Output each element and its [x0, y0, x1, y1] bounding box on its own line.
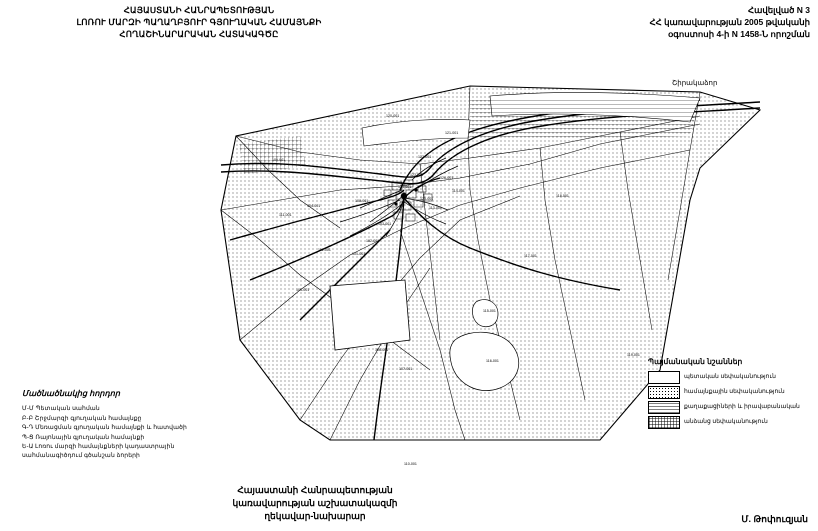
legend-symbol-row: Պ-Ց Ռայոնային գյուղական համայնքի: [22, 433, 145, 441]
swatch-legal-entity-property: [648, 416, 680, 429]
legend-symbol-row: Մ-Մ Պետական սահման: [22, 405, 100, 413]
parcel-label: 109-001: [272, 158, 286, 162]
legend-symbol-row: Ե-Ա Լոռու մարզի համայնքների կադաստրային: [22, 443, 175, 451]
header-left-line-1: ՀԱՅԱՍՏԱՆԻ ՀԱՆՐԱՊԵՏՈՒԹՅԱՆ: [123, 5, 275, 15]
parcel-label: 126-001: [440, 176, 454, 180]
parcel-label: 116-001: [486, 359, 499, 363]
header-left-block: [34, 4, 364, 40]
region-name-label: Շիրակաձոր: [672, 80, 718, 87]
parcel-label: 110-001: [404, 462, 417, 466]
parcel-label: 105-001: [296, 288, 310, 292]
swatch-state-property: [648, 371, 680, 384]
legend-symbol-row: սահմանագիծդում գծանշան ձորերի: [22, 452, 140, 460]
parcel-label: 115-001: [483, 309, 496, 313]
legend-category-row: [648, 386, 808, 399]
footer-signatory-title: [150, 484, 480, 523]
decree-line-2: օգոստոսի 4-ի N 1458-Ն որոշման: [668, 29, 810, 39]
footer-signature-name: Մ. Թոփուզյան: [741, 514, 808, 524]
parcel-label: 124-001: [398, 185, 412, 189]
parcel-label: 108-001: [355, 199, 369, 203]
parcel-label: 111-001: [279, 213, 292, 217]
legend-category-row: [648, 401, 808, 414]
legend-category-label: համայնքային սեփականություն: [684, 388, 785, 395]
footer-line-1: Հայաստանի Հանրապետության: [237, 485, 393, 495]
legend-symbols: [22, 389, 232, 461]
parcel-label: 102-001: [366, 239, 380, 243]
parcel-label: 106-001: [375, 348, 389, 352]
annex-number: Հավելված N 3: [748, 5, 810, 15]
parcel-label: 118-001: [556, 194, 569, 198]
legend-category-row: [648, 416, 808, 429]
legend-category-label: անձանց սեփականություն: [684, 418, 768, 425]
legend-category-label: քաղաքացիների և իրավաբանական: [684, 403, 800, 410]
parcel-label: 101-001: [352, 252, 366, 256]
legend-symbol-row: Գ-Դ Մեռացման գյուղական համայնքի և հատվածի: [22, 424, 187, 432]
swatch-community-property: [648, 386, 680, 399]
footer-line-3: ղեկավար-նախարար: [264, 511, 366, 521]
parcel-label: 119-001: [627, 353, 640, 357]
parcel-label: 120-001: [386, 114, 400, 118]
parcel-label: 125-001: [420, 197, 434, 201]
swatch-citizen-property: [648, 401, 680, 414]
decree-line-1: ՀՀ կառավարության 2005 թվականի: [649, 17, 810, 27]
header-right-block: [480, 4, 810, 40]
footer-line-2: կառավարության աշխատակազմի: [232, 498, 398, 508]
legend-categories: [648, 357, 808, 431]
parcel-label: 117-001: [524, 254, 537, 258]
parcel-label: 104-001: [307, 204, 321, 208]
header-left-line-2: ԼՈՌՈՒ ՄԱՐԶԻ ՊԱՂԱՂԲՅՈՒՐ ԳՅՈՒՂԱԿԱՆ ՀԱՄԱՅՆՔԻ: [76, 17, 322, 27]
parcel-label: 107-001: [399, 367, 413, 371]
legend-symbol-row: Բ-Բ Շրջմարզի գյուղական համայնքը: [22, 414, 142, 422]
parcel-label: 123-001: [410, 173, 424, 177]
legend-symbols-title: Մածնածնակից հորդոր: [22, 389, 120, 398]
legend-categories-title: Պայմանական նշաններ: [648, 357, 743, 366]
header-left-line-3: ՀՈՂԱՇԻՆԱՐԱՐԱԿԱՆ ՀԱՏԱԿԱԳԾԸ: [119, 29, 279, 39]
legend-category-row: [648, 371, 808, 384]
parcel-label: 103-001: [378, 222, 392, 226]
parcel-label: 121-001: [445, 131, 459, 135]
legend-category-label: պետական սեփականություն: [684, 373, 776, 380]
parcel-label: 112-001: [318, 248, 331, 252]
parcel-label: 114-001: [452, 189, 465, 193]
parcel-label: 113-001: [429, 206, 442, 210]
parcel-label: 122-001: [418, 155, 432, 159]
